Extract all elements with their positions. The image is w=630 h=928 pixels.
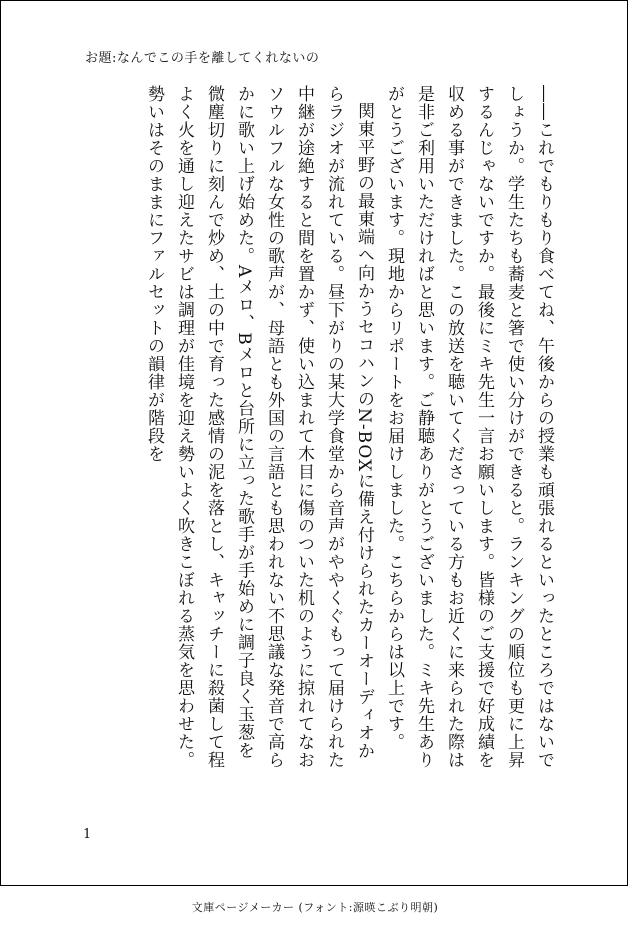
vertical-body-text bbox=[89, 85, 559, 775]
footer-credit: 文庫ページメーカー (フォント:源暎こぶり明朝) bbox=[191, 901, 439, 914]
page-number: 1 bbox=[83, 827, 92, 842]
paragraph-1: ――これでもりもり食べてね、午後からの授業も頑張れるといったところではないでしょうか。学生たちも蕎麦と箸で使い分けができると。ランキングの順位も更に上昇するんじゃないですか。最後にミキ先生一言お願いします。皆様のご支援で好成績を収める事ができました。この放送を聴いてくださっている方もお近くに来られた際は是非ご利用いただければと思います。ご静聴ありがとうございました。ミキ先生ありがとうございます。現地からリポートをお届けしました。こちらからは以上です。 bbox=[384, 85, 554, 769]
paragraph-2: 関東平野の最東端へ向かうセコハンのN-BOXに備え付けられたカーオーディオからラジオが流れている。昼下がりの某大学食堂から音声がややくぐもって届けられた中継が途絶すると間を置かず、使い込まれて木目に傷のついた机のように掠れてなおソウルフルな女性の歌声が、母語とも外国の言語とも思われない不思議な発音で高らかに歌い上げ始めた。Aメロ、Bメロと台所に立った歌手が手始めに調子良く玉葱を微塵切りに刻んで炒め、土の中で育った感情の泥を落とし、キャッチーに殺菌して程よく火を通し迎えたサビは調理が佳境を迎え勢いよく吹きこぼれる蒸気を思わせた。勢いはそのままにファルセットの韻律が階段を bbox=[144, 85, 374, 769]
page-title: お題:なんでこの手を離してくれないの bbox=[85, 51, 320, 66]
